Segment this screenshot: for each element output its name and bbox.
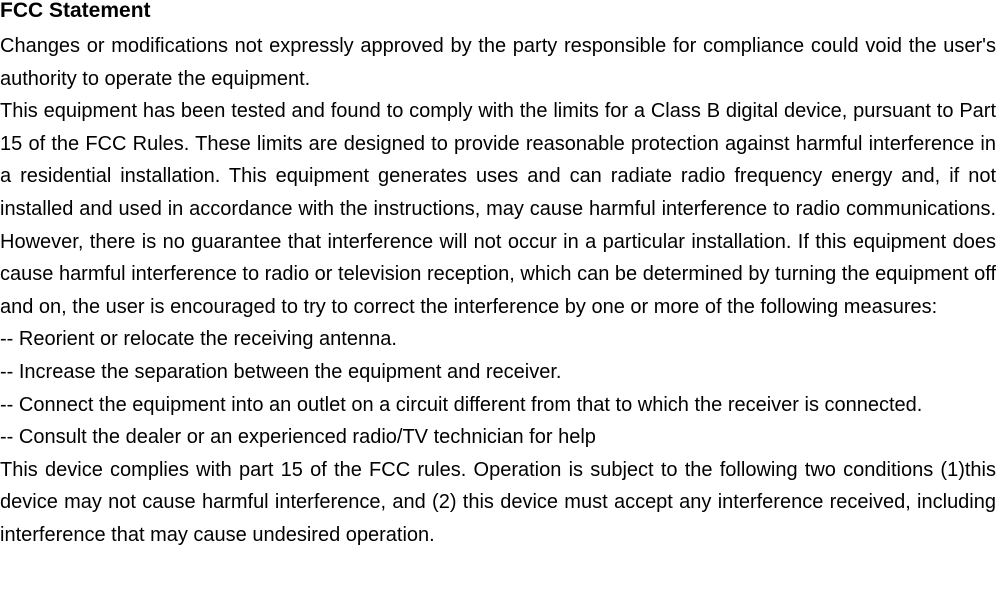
page-title: FCC Statement (0, 0, 151, 22)
measure-item: -- Connect the equipment into an outlet on a circuit different from that to which the receiver is connected. (0, 393, 923, 416)
paragraph-class-b-limits: This equipment has been tested and found to comply with the limits for a Class B digital device, pursuant to Part 15 of the FCC Rules. These limits are designed to provide reasonable protection against harmful interference in a residential installation. This equipment generates uses and can radiate radio frequency energy and, if not installed and used in accordance with the instructions, may cause harmful interference to radio communications. However, there is no guarantee that interference will not occur in a particular installation. If this equipment does cause harmful interference to radio or television reception, which can be determined by turning the equipment off and on, the user is encouraged to try to correct the interference by one or more of the following measures: (0, 100, 996, 318)
measure-item: -- Consult the dealer or an experienced radio/TV technician for help (0, 426, 596, 449)
measure-item: -- Reorient or relocate the receiving antenna. (0, 328, 397, 351)
paragraph-part-15-conditions: This device complies with part 15 of the FCC rules. Operation is subject to the following two conditions (1)this device may not cause harmful interference, and (2) this device must accept any interference received, including interference that may cause undesired operation. (0, 458, 996, 546)
measure-item: -- Increase the separation between the equipment and receiver. (0, 360, 562, 383)
paragraph-modifications: Changes or modifications not expressly approved by the party responsible for compliance could void the user's authority to operate the equipment. (0, 35, 996, 90)
